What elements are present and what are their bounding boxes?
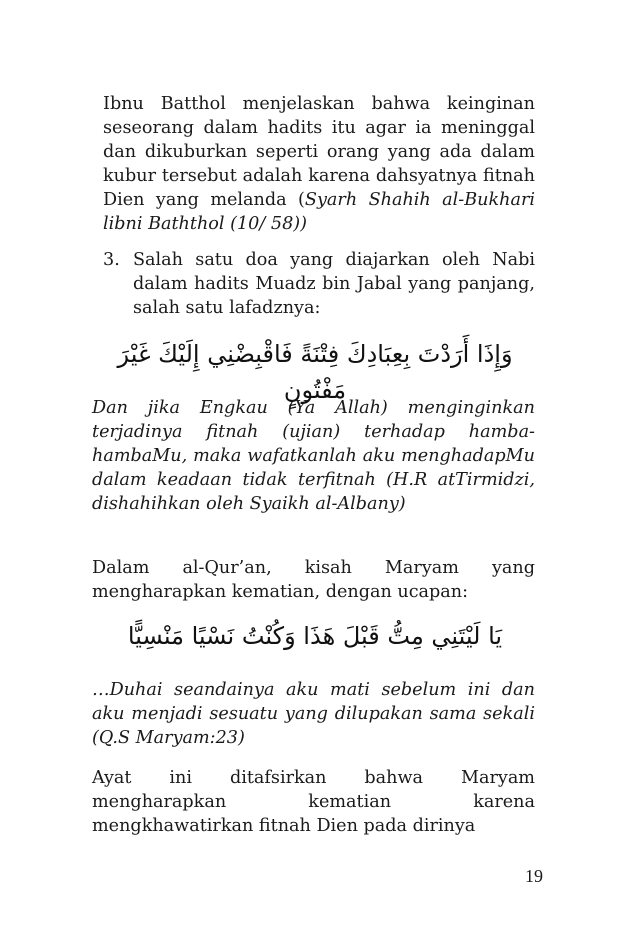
paragraph-ibnu-batthol: Ibnu Batthol menjelaskan bahwa keinginan seseorang dalam hadits itu agar ia meninggal dan dikuburkan seperti orang yang ada dalam kubur tersebut adalah karena dahsyatnya fitnah Dien yang melanda (Syarh Shahih al-Bukhari libni Baththol (10/ 58)) bbox=[103, 94, 535, 234]
arabic-doa-text: وَإِذَا أَرَدْتَ بِعِبَادِكَ فِتْنَةً فَاقْبِضْنِي إِلَيْكَ غَيْرَ مَفْتُونٍ bbox=[117, 340, 513, 404]
page-number: 19 bbox=[525, 866, 543, 886]
paragraph-maryam-intro: Dalam al-Qur’an, kisah Maryam yang mengharapkan kematian, dengan ucapan: bbox=[92, 558, 535, 602]
citation-syarh-shahih: Syarh Shahih al-Bukhari libni Baththol (10/ 58)) bbox=[103, 190, 535, 234]
paragraph-ayat-tafsir: Ayat ini ditafsirkan bahwa Maryam mengharapkan kematian karena mengkhawatirkan fitnah Dien pada dirinya bbox=[92, 768, 535, 836]
translation-quran-verse: …Duhai seandainya aku mati sebelum ini dan aku menjadi sesuatu yang dilupakan sama sekali (Q.S Maryam:23) bbox=[92, 680, 535, 748]
list-item-text: Salah satu doa yang diajarkan oleh Nabi dalam hadits Muadz bin Jabal yang panjang, salah satu lafadznya: bbox=[133, 250, 535, 318]
list-number: 3. bbox=[103, 250, 120, 270]
arabic-quran-verse: يَا لَيْتَنِي مِتُّ قَبْلَ هَذَا وَكُنْتُ نَسْيًا مَنْسِيًّا bbox=[127, 622, 503, 650]
translation-doa: Dan jika Engkau (Ya Allah) menginginkan terjadinya fitnah (ujian) terhadap hamba-hambaMu, maka wafatkanlah aku menghadapMu dalam keadaan tidak terfitnah (H.R atTirmidzi, dishahihkan oleh Syaikh al-Albany) bbox=[92, 398, 535, 514]
